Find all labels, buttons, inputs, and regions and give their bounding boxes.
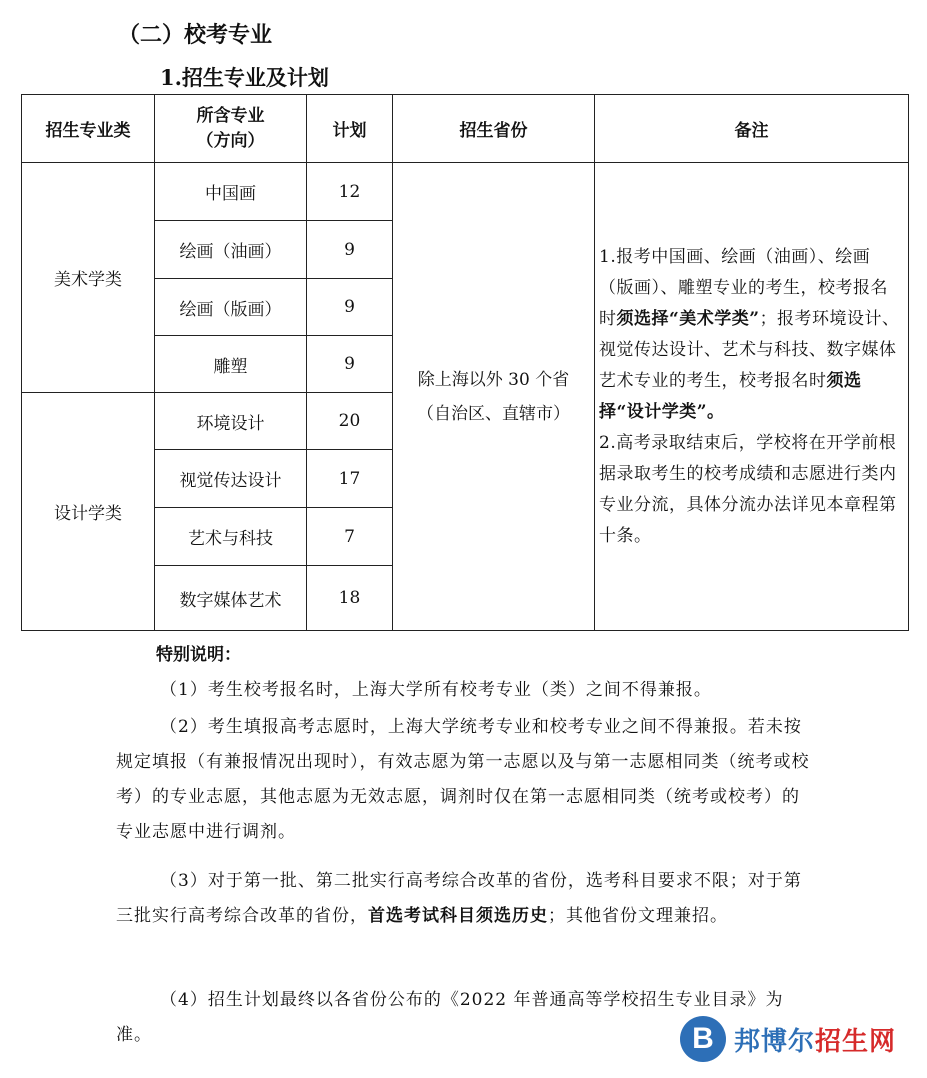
- plan-cell: 9: [307, 336, 393, 393]
- major-cell: 艺术与科技: [155, 508, 307, 566]
- remark-emphasis-design: 须选择“设计学类”。: [599, 370, 862, 422]
- remark-item-2: 2.高考录取结束后，学校将在开学前根据录取考生的校考成绩和志愿进行类内专业分流，具体分流办法详见本章程第十条。: [599, 432, 897, 546]
- logo-b-icon: B: [680, 1016, 726, 1062]
- header-province: 招生省份: [393, 95, 595, 163]
- enrollment-plan-table: [21, 94, 909, 631]
- header-major-line2: （方向）: [196, 130, 265, 151]
- table-header-row: [22, 95, 909, 163]
- section-heading: （二）校考专业: [118, 22, 273, 48]
- remark-item-1: 1.报考中国画、绘画（油画）、绘画（版画）、雕塑专业的考生，校考报名时须选择“美术学类”；报考环境设计、视觉传达设计、艺术与科技、数字媒体艺术专业的考生，校考报名时须选择“设计学类”。: [599, 246, 900, 422]
- watermark-logo: [680, 1014, 920, 1064]
- note-1: （1）考生校考报名时，上海大学所有校考专业（类）之间不得兼报。: [160, 680, 712, 700]
- province-line1: 除上海以外 30 个省: [417, 369, 570, 390]
- notes-title: 特别说明：: [156, 645, 241, 665]
- note-3: （3）对于第一批、第二批实行高考综合改革的省份，选考科目要求不限；对于第三批实行高考综合改革的省份，首选考试科目须选历史；其他省份文理兼招。: [116, 871, 802, 926]
- category-cell: 设计学类: [22, 393, 155, 631]
- major-cell: 绘画（油画）: [155, 221, 307, 279]
- plan-cell: 7: [307, 508, 393, 566]
- table-row: [22, 163, 909, 221]
- plan-cell: 12: [307, 163, 393, 221]
- sub-heading: 1.招生专业及计划: [160, 65, 329, 90]
- major-cell: 数字媒体艺术: [155, 566, 307, 631]
- plan-cell: 20: [307, 393, 393, 450]
- remark-emphasis-art: 须选择“美术学类”: [616, 308, 760, 329]
- major-cell: 环境设计: [155, 393, 307, 450]
- note-4: （4）招生计划最终以各省份公布的《2022 年普通高等学校招生专业目录》为准。: [116, 990, 784, 1045]
- header-major: [155, 95, 307, 163]
- major-cell: 视觉传达设计: [155, 450, 307, 508]
- plan-cell: 18: [307, 566, 393, 631]
- plan-cell: 9: [307, 279, 393, 336]
- province-cell: [393, 163, 595, 631]
- header-major-line1: 所含专业: [196, 105, 265, 126]
- header-plan: 计划: [307, 95, 393, 163]
- header-remark: 备注: [595, 95, 909, 163]
- major-cell: 中国画: [155, 163, 307, 221]
- plan-cell: 9: [307, 221, 393, 279]
- remark-cell: [595, 163, 909, 631]
- province-line2: （自治区、直辖市）: [417, 403, 570, 424]
- logo-text: 邦博尔招生网: [734, 1027, 897, 1057]
- major-cell: 雕塑: [155, 336, 307, 393]
- category-cell: 美术学类: [22, 163, 155, 393]
- plan-cell: 17: [307, 450, 393, 508]
- note-3-emphasis: 首选考试科目须选历史: [368, 906, 548, 926]
- header-category: 招生专业类: [22, 95, 155, 163]
- note-2: （2）考生填报高考志愿时，上海大学统考专业和校考专业之间不得兼报。若未按规定填报（有兼报情况出现时），有效志愿为第一志愿以及与第一志愿相同类（统考或校考）的专业志愿，其他志愿为无效志愿，调剂时仅在第一志愿相同类（统考或校考）的专业志愿中进行调剂。: [116, 717, 810, 842]
- major-cell: 绘画（版画）: [155, 279, 307, 336]
